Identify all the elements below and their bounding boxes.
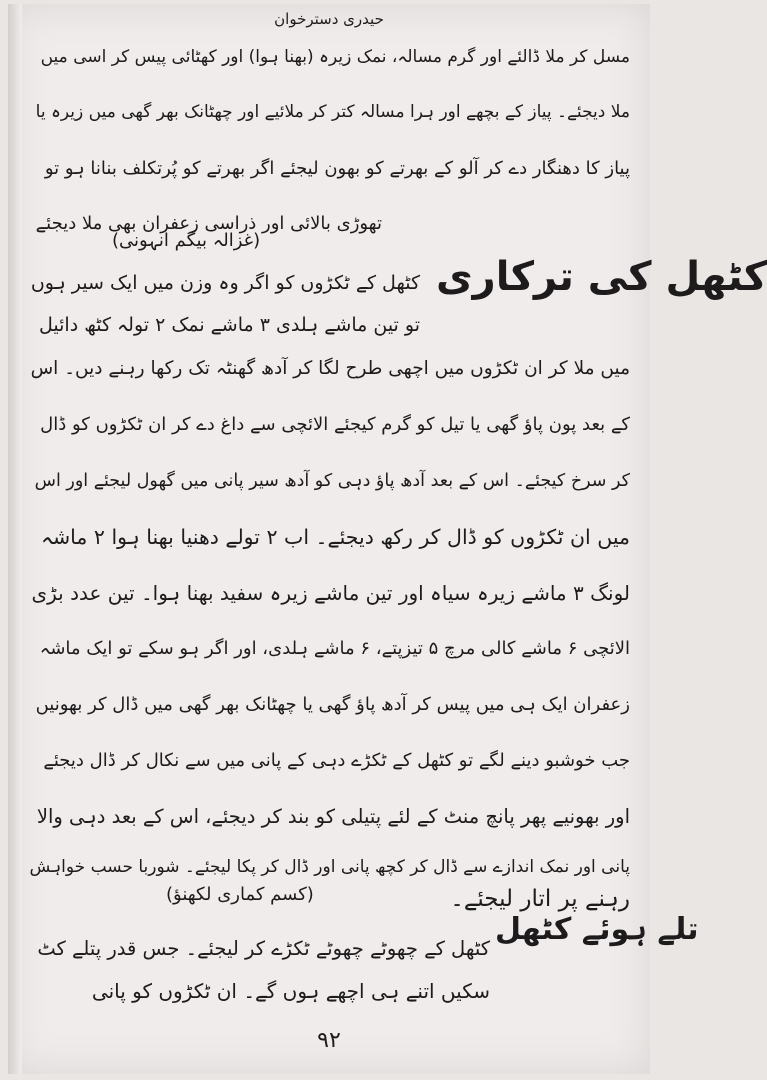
recipe-body-line: لونگ ۳ ماشے زیرہ سیاہ اور تین ماشے زیرہ سفید بھنا ہوا۔ تین عدد بڑی <box>31 581 630 605</box>
recipe-body-line: الائچی ۶ ماشے کالی مرچ ۵ تیزپتے، ۶ ماشے ہلدی، اور اگر ہو سکے تو ایک ماشہ <box>39 638 630 659</box>
recipe-body-line: کے بعد پون پاؤ گھی یا تیل کو گرم کیجئے الائچی سے داغ دے کر ان ٹکڑوں کو ڈال <box>40 414 630 435</box>
running-header: حیدری دسترخوان <box>274 10 384 28</box>
intro-line: مسل کر ملا ڈالئے اور گرم مسالہ، نمک زیرہ (بھنا ہوا) اور کھٹائی پیس کر اسی میں <box>40 47 630 67</box>
recipe-body-line: رہنے پر اتار لیجئے۔ <box>450 886 630 912</box>
recipe-body-line: کر سرخ کیجئے۔ اس کے بعد آدھ پاؤ دہی کو آدھ سیر پانی میں گھول لیجئے اور اس <box>34 471 630 491</box>
recipe-body-line: میں ملا کر ان ٹکڑوں میں اچھی طرح لگا کر آدھ گھنٹہ تک رکھا رہنے دیں۔ اس <box>30 358 630 379</box>
recipe-body-line: زعفران ایک ہی میں پیس کر آدھ پاؤ گھی یا چھٹانک بھر گھی میں ڈال کر بھونیں <box>35 694 630 715</box>
page-number: ۹۲ <box>317 1028 341 1053</box>
recipe-side-line: تو تین ماشے ہلدی ۳ ماشے نمک ۲ تولہ کٹھ دائیل <box>39 314 420 336</box>
intro-line: پیاز کا دھنگار دے کر آلو کے بھرتے کو بھون لیجئے اگر بھرتے کو پُرتکلف بنانا ہو تو <box>44 158 630 179</box>
recipe-body-line: اور بھونیے پھر پانچ منٹ کے لئے پتیلی کو بند کر دیجئے، اس کے بعد دہی والا <box>36 805 630 828</box>
recipe-body-line: میں ان ٹکڑوں کو ڈال کر رکھ دیجئے۔ اب ۲ تولے دھنیا بھنا ہوا ۲ ماشہ <box>40 525 630 549</box>
recipe-body-line: جب خوشبو دینے لگے تو کٹھل کے ٹکڑے دہی کے پانی میں سے نکال کر ڈال دیجئے <box>43 750 630 771</box>
author-credit: (غزالہ بیگم انہونی) <box>112 230 261 251</box>
recipe-title-tale-hue-kathal: تلے ہوئے کٹھل <box>495 912 699 947</box>
author-credit: (کسم کماری لکھنؤ) <box>166 884 314 905</box>
recipe-side-line: سکیں اتنے ہی اچھے ہوں گے۔ ان ٹکڑوں کو پانی <box>91 979 490 1003</box>
page-gutter <box>8 4 22 1074</box>
recipe-side-line: کٹھل کے ٹکڑوں کو اگر وہ وزن میں ایک سیر ہوں <box>30 272 420 294</box>
recipe-title-kathal-ki-tarkari: کٹھل کی ترکاری <box>436 254 767 300</box>
book-page <box>8 4 767 1074</box>
recipe-side-line: کٹھل کے چھوٹے چھوٹے ٹکڑے کر لیجئے۔ جس قدر پتلے کٹ <box>37 937 490 960</box>
recipe-body-line: پانی اور نمک اندازے سے ڈال کر کچھ پانی اور ڈال کر پکا لیجئے۔ شوربا حسب خواہش <box>29 857 630 877</box>
intro-line: ملا دیجئے۔ پیاز کے بچھے اور ہرا مسالہ کتر کر ملائیے اور چھٹانک بھر گھی میں زیرہ یا <box>35 102 630 122</box>
intro-line: تھوڑی بالائی اور ذراسی زعفران بھی ملا دیجئے <box>35 213 382 234</box>
